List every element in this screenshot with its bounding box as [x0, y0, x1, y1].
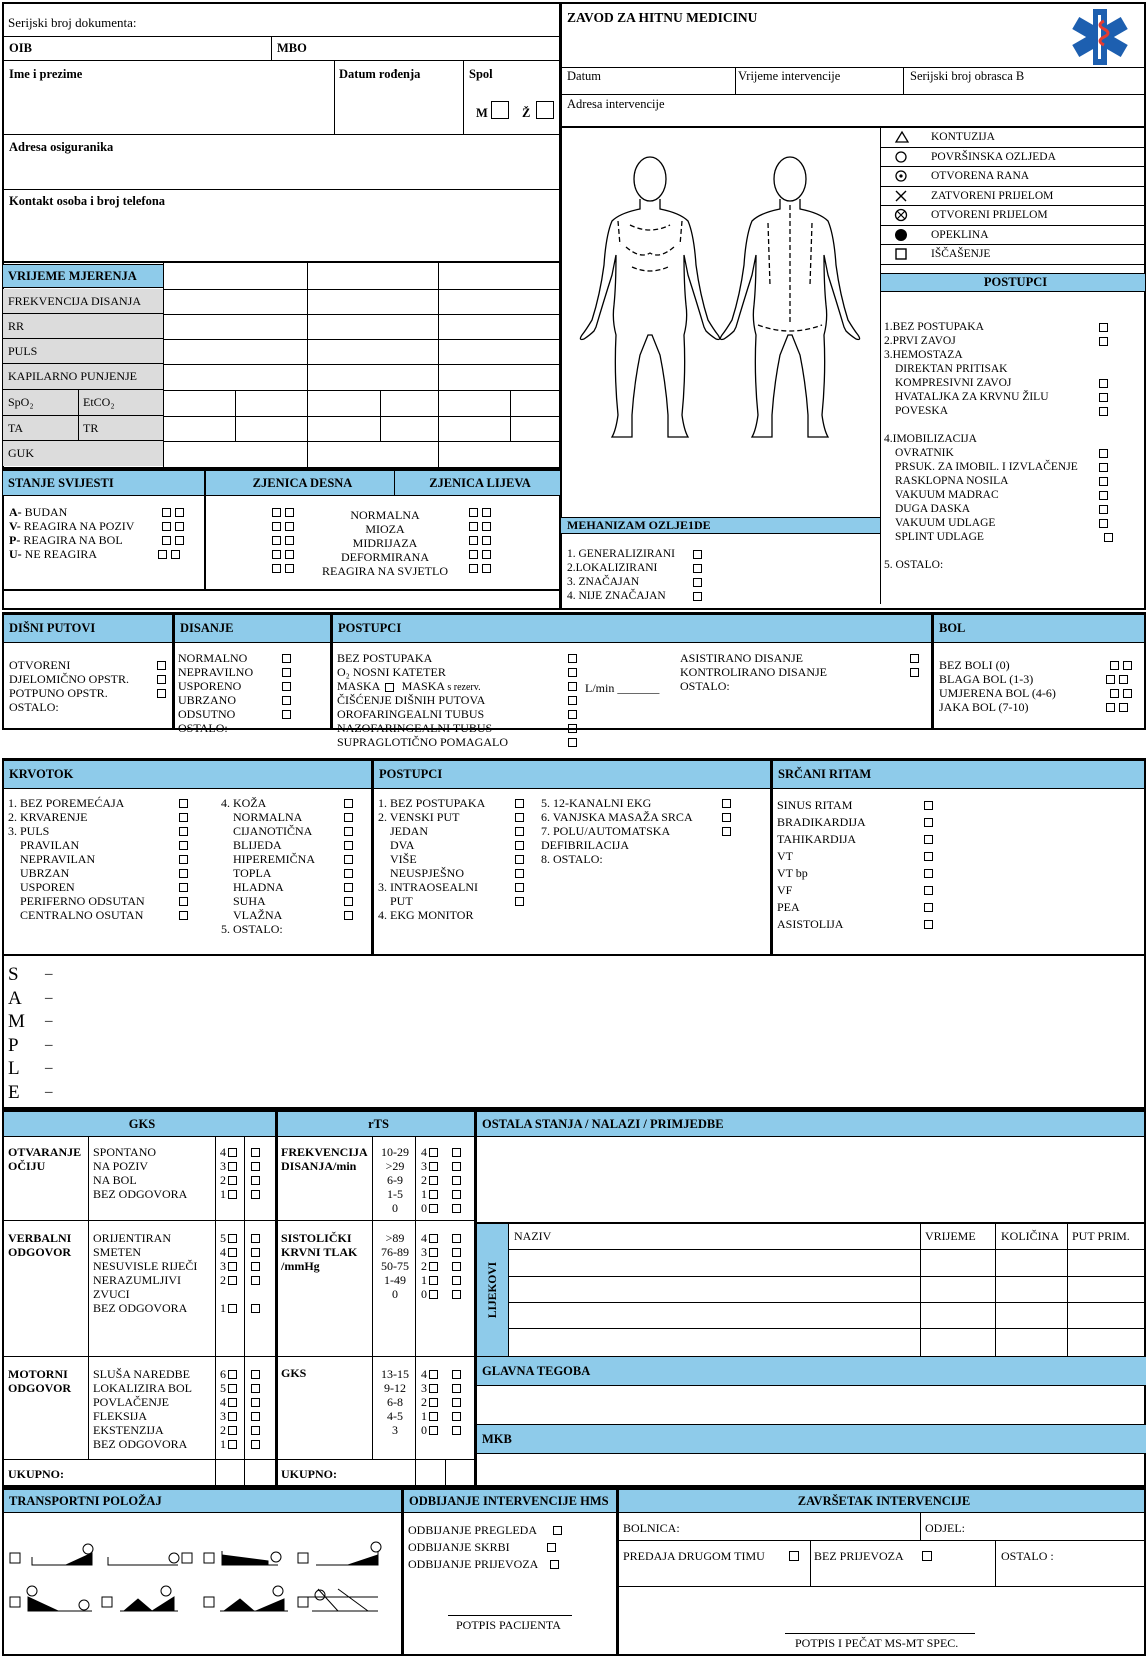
transport-position-icon	[204, 1551, 281, 1565]
mechanism-checkboxes[interactable]	[691, 547, 704, 603]
hospital-label: BOLNICA:	[623, 1521, 680, 1535]
consciousness-list: A- BUDAN V- REAGIRA NA POZIV P- REAGIRA NA BOL U- NE REAGIRA	[9, 505, 135, 561]
motor-scores[interactable]: 6 5 4 3 2 1	[220, 1367, 262, 1451]
heart-rhythm-list: SINUS RITAM BRADIKARDIJA TAHIKARDIJA VT VT bp VF PEA ASISTOLIJA	[777, 798, 866, 931]
procedures-list: 1.BEZ POSTUPAKA 2.PRVI ZAVOJ 3.HEMOSTAZA DIREKTAN PRITISAK KOMPRESIVNI ZAVOJ HVATALJKA ZA KRVNU ŽILU POVESKA 4.IMOBILIZACIJA OVRATNIK PRSUK. ZA IMOBIL. I IZVLAČENJE RASKLOPNA NOSILA VAKUUM MADRAC DUGA DASKA VAKUUM UDLAGE SPLINT UDLAGE 5. OSTALO:	[884, 321, 1078, 571]
l-min-label: L/min _______	[585, 681, 660, 695]
transport-position-icon	[298, 1542, 381, 1565]
intervention-address-label: Adresa intervencije	[567, 97, 665, 111]
eye-opening-list: SPONTANO NA POZIV NA BOL BEZ ODGOVORA	[93, 1145, 188, 1201]
circulation-checkboxes-a[interactable]	[177, 796, 190, 922]
pain-header: BOL	[934, 614, 1144, 643]
airway-procedures-header: POSTUPCI	[333, 614, 931, 643]
airway-list: OTVORENI DJELOMIČNO OPSTR. POTPUNO OPSTR. OSTALO:	[9, 658, 130, 714]
ventilation-list: ASISTIRANO DISANJE KONTROLIRANO DISANJE OSTALO:	[680, 651, 827, 693]
oib-label: OIB	[9, 41, 32, 55]
circulation-list-a: 1. BEZ POREMEĆAJA 2. KRVARENJE 3. PULS PRAVILAN NEPRAVILAN UBRZAN USPOREN PERIFERNO ODSUTAN CENTRALNO OSUTAN	[8, 796, 145, 922]
drug-name-header: NAZIV	[514, 1229, 552, 1243]
pupil-right-checkboxes[interactable]	[270, 505, 296, 575]
transport-position-icon	[10, 1544, 93, 1565]
heart-rhythm-header: SRČANI RITAM	[773, 760, 1144, 789]
filled-circle-icon	[881, 228, 931, 242]
pain-checkboxes[interactable]	[1108, 658, 1134, 714]
transport-position-icon	[10, 1586, 92, 1611]
triangle-icon	[881, 130, 931, 144]
cross-icon	[881, 189, 931, 203]
transport-position-header: TRANSPORTNI POLOŽAJ	[4, 1489, 401, 1513]
transport-position-icon	[298, 1589, 378, 1611]
serial-b-label: Serijski broj obrasca B	[910, 69, 1025, 83]
body-diagram[interactable]	[570, 155, 870, 445]
date-label: Datum	[567, 69, 602, 83]
vitals-row-label: PULS	[3, 339, 163, 364]
sex-z-label: Ž	[522, 106, 531, 120]
motor-label: MOTORNI ODGOVOR	[8, 1367, 72, 1395]
handover-label: PREDAJA DRUGOM TIMU	[623, 1549, 765, 1563]
circulation-procedures-list-b: 5. 12-KANALNI EKG 6. VANJSKA MASAŽA SRCA 7. POLU/AUTOMATSKA DEFIBRILACIJA 8. OSTALO:	[541, 796, 693, 866]
tr-label: TR	[78, 416, 163, 441]
vitals-header: VRIJEME MJERENJA	[3, 264, 163, 288]
rts-sys-scores[interactable]: 4 3 2 1 0	[421, 1231, 463, 1301]
injury-legend: KONTUZIJA POVRŠINSKA OZLJEDA OTVORENA RANA ZATVORENI PRIJELOM OTVORENI PRIJELOM OPEKLINA IŠČAŠENJE	[881, 128, 1145, 265]
ta-label: TA	[3, 416, 80, 441]
dot-circle-icon	[881, 169, 931, 183]
circulation-procedures-checkboxes-b[interactable]	[720, 796, 733, 838]
airway-procedures-list: BEZ POSTUPAKA O₂ NOSNI KATETER MASKA MASKA s rezerv. ČIŠĆENJE DIŠNIH PUTOVA OROFARINGEALNI TUBUS NAZOFARINGEALNI TUBUS SUPRAGLOTIČNO POMAGALO	[337, 651, 509, 749]
mkb-header: MKB	[477, 1424, 1146, 1454]
drugs-side-label: LIJEKOVI	[477, 1224, 509, 1356]
gks-header: GKS	[4, 1111, 275, 1137]
time-label: Vrijeme intervencije	[738, 69, 841, 83]
patient-signature-label: POTPIS PACIJENTA	[456, 1618, 561, 1632]
rts-sys-ranges: >89 76-89 50-75 1-49 0	[381, 1231, 409, 1301]
drug-time-header: VRIJEME	[925, 1229, 976, 1243]
rts-gks-ranges: 13-15 9-12 6-8 4-5 3	[381, 1367, 409, 1437]
rts-gks-label: GKS	[281, 1366, 307, 1380]
drug-route-header: PUT PRIM.	[1072, 1229, 1130, 1243]
spo2-label: SpO₂	[3, 390, 80, 416]
sex-m-checkbox[interactable]	[491, 101, 509, 119]
body-back	[720, 157, 859, 437]
consciousness-header: STANJE SVIJESTI	[3, 470, 204, 496]
staff-signature-label: POTPIS I PEČAT MS-MT SPEC.	[795, 1636, 959, 1650]
gks-total-label: UKUPNO:	[8, 1467, 64, 1481]
motor-list: SLUŠA NAREDBE LOKALIZIRA BOL POVLAČENJE FLEKSIJA EKSTENZIJA BEZ ODGOVORA	[93, 1367, 192, 1451]
name-label: Ime i prezime	[9, 67, 83, 81]
transport-position-icon	[204, 1586, 288, 1611]
no-transport-checkbox[interactable]	[922, 1551, 932, 1561]
institution-name: ZAVOD ZA HITNU MEDICINU	[567, 10, 758, 25]
drug-qty-header: KOLIČINA	[1001, 1229, 1059, 1243]
verbal-scores[interactable]: 5 4 3 2 1	[220, 1231, 262, 1315]
circulation-procedures-checkboxes-a[interactable]	[513, 796, 526, 908]
rts-total-label: UKUPNO:	[281, 1467, 337, 1481]
no-transport-label: BEZ PRIJEVOZA	[814, 1549, 904, 1563]
rts-resp-ranges: 10-29 >29 6-9 1-5 0	[381, 1145, 409, 1215]
airway-checkboxes[interactable]	[155, 658, 168, 700]
contact-label: Kontakt osoba i broj telefona	[9, 194, 166, 208]
sample-section	[2, 956, 1146, 1109]
eye-scores[interactable]: 4 3 2 1	[220, 1145, 262, 1201]
procedures-checkboxes[interactable]	[1097, 320, 1115, 544]
other-findings-header: OSTALA STANJA / NALAZI / PRIMJEDBE	[477, 1111, 1144, 1137]
pupil-right-header: ZJENICA DESNA	[206, 470, 394, 496]
verbal-label: VERBALNI ODGOVOR	[8, 1231, 72, 1259]
transport-positions[interactable]	[8, 1525, 396, 1640]
circulation-procedures-list-a: 1. BEZ POSTUPAKA 2. VENSKI PUT JEDAN DVA VIŠE NEUSPJEŠNO 3. INTRAOSEALNI PUT 4. EKG MONITOR	[378, 796, 486, 922]
dob-label: Datum rođenja	[339, 67, 421, 81]
sex-m-label: M	[476, 106, 488, 120]
end-intervention-header: ZAVRŠETAK INTERVENCIJE	[619, 1489, 1144, 1513]
circulation-header: KRVOTOK	[4, 760, 371, 789]
square-icon	[881, 247, 931, 261]
procedures-header: POSTUPCI	[881, 273, 1145, 292]
crossed-circle-icon	[881, 208, 931, 222]
vitals-row-label: FREKVENCIJA DISANJA	[3, 289, 163, 314]
vitals-row-label: RR	[3, 314, 163, 339]
vitals-row-label: KAPILARNO PUNJENJE	[3, 364, 163, 390]
body-front	[580, 157, 719, 437]
refusal-header: ODBIJANJE INTERVENCIJE HMS	[404, 1489, 616, 1513]
rts-resp-scores[interactable]: 4 3 2 1 0	[421, 1145, 463, 1215]
transport-position-icon	[108, 1553, 192, 1565]
star-of-life-icon	[1070, 7, 1130, 67]
breathing-header: DISANJE	[175, 614, 330, 643]
mechanism-list: 1. GENERALIZIRANI 2.LOKALIZIRANI 3. ZNAČAJAN 4. NIJE ZNAČAJAN	[567, 548, 675, 602]
serial-doc-label: Serijski broj dokumenta:	[8, 15, 137, 30]
department-label: ODJEL:	[925, 1521, 965, 1535]
address-label: Adresa osiguranika	[9, 140, 114, 154]
etco2-label: EtCO₂	[78, 390, 163, 416]
rts-resp-label: FREKVENCIJA DISANJA/min	[281, 1145, 368, 1173]
sex-label: Spol	[469, 67, 493, 81]
breathing-list: NORMALNO NEPRAVILNO USPORENO UBRZANO ODSUTNO OSTALO:	[178, 651, 254, 735]
handover-checkbox[interactable]	[789, 1551, 799, 1561]
consciousness-checkboxes[interactable]	[160, 505, 186, 561]
mechanism-header: MEHANIZAM OZLJE1DE	[561, 517, 880, 534]
end-other-label: OSTALO :	[1001, 1549, 1054, 1563]
airway-header: DIŠNI PUTOVI	[4, 614, 172, 643]
main-complaint-header: GLAVNA TEGOBA	[477, 1356, 1146, 1386]
pupil-left-checkboxes[interactable]	[467, 505, 493, 575]
circle-icon	[881, 150, 931, 164]
transport-position-icon	[102, 1586, 178, 1611]
airway-procedures-checkboxes[interactable]	[566, 651, 579, 749]
eye-opening-label: OTVARANJE OČIJU	[8, 1145, 82, 1173]
guk-label: GUK	[3, 441, 163, 466]
refusal-list: ODBIJANJE PREGLEDA ODBIJANJE SKRBI ODBIJANJE PRIJEVOZA	[408, 1523, 539, 1571]
verbal-list: ORIJENTIRAN SMETEN NESUVISLE RIJEČI NERAZUMLJIVI ZVUCI BEZ ODGOVORA	[93, 1231, 198, 1315]
mbo-label: MBO	[277, 41, 307, 55]
pupil-list: NORMALNA MIOZA MIDRIJAZA DEFORMIRANA REAGIRA NA SVJETLO	[321, 508, 448, 578]
circulation-procedures-header: POSTUPCI	[374, 760, 770, 789]
pupil-left-header: ZJENICA LIJEVA	[395, 470, 560, 496]
rts-header: rTS	[278, 1111, 474, 1137]
sex-z-checkbox[interactable]	[536, 101, 554, 119]
breathing-checkboxes[interactable]	[280, 651, 293, 721]
refusal-checkboxes[interactable]	[551, 1522, 564, 1573]
heart-rhythm-checkboxes[interactable]	[922, 797, 935, 933]
skin-checkboxes[interactable]	[342, 796, 355, 922]
pain-list: BEZ BOLI (0) BLAGA BOL (1-3) UMJERENA BOL (4-6) JAKA BOL (7-10)	[939, 658, 1056, 714]
ventilation-checkboxes[interactable]	[908, 651, 921, 679]
skin-list: 4. KOŽA NORMALNA CIJANOTIČNA BLIJEDA HIPEREMIČNA TOPLA HLADNA SUHA VLAŽNA 5. OSTALO:	[221, 796, 316, 936]
rts-sys-label: SISTOLIČKI KRVNI TLAK /mmHg	[281, 1231, 358, 1273]
sample-list: S – A – M – P – L – E –	[8, 964, 53, 1103]
rts-gks-scores[interactable]: 4 3 2 1 0	[421, 1367, 463, 1437]
